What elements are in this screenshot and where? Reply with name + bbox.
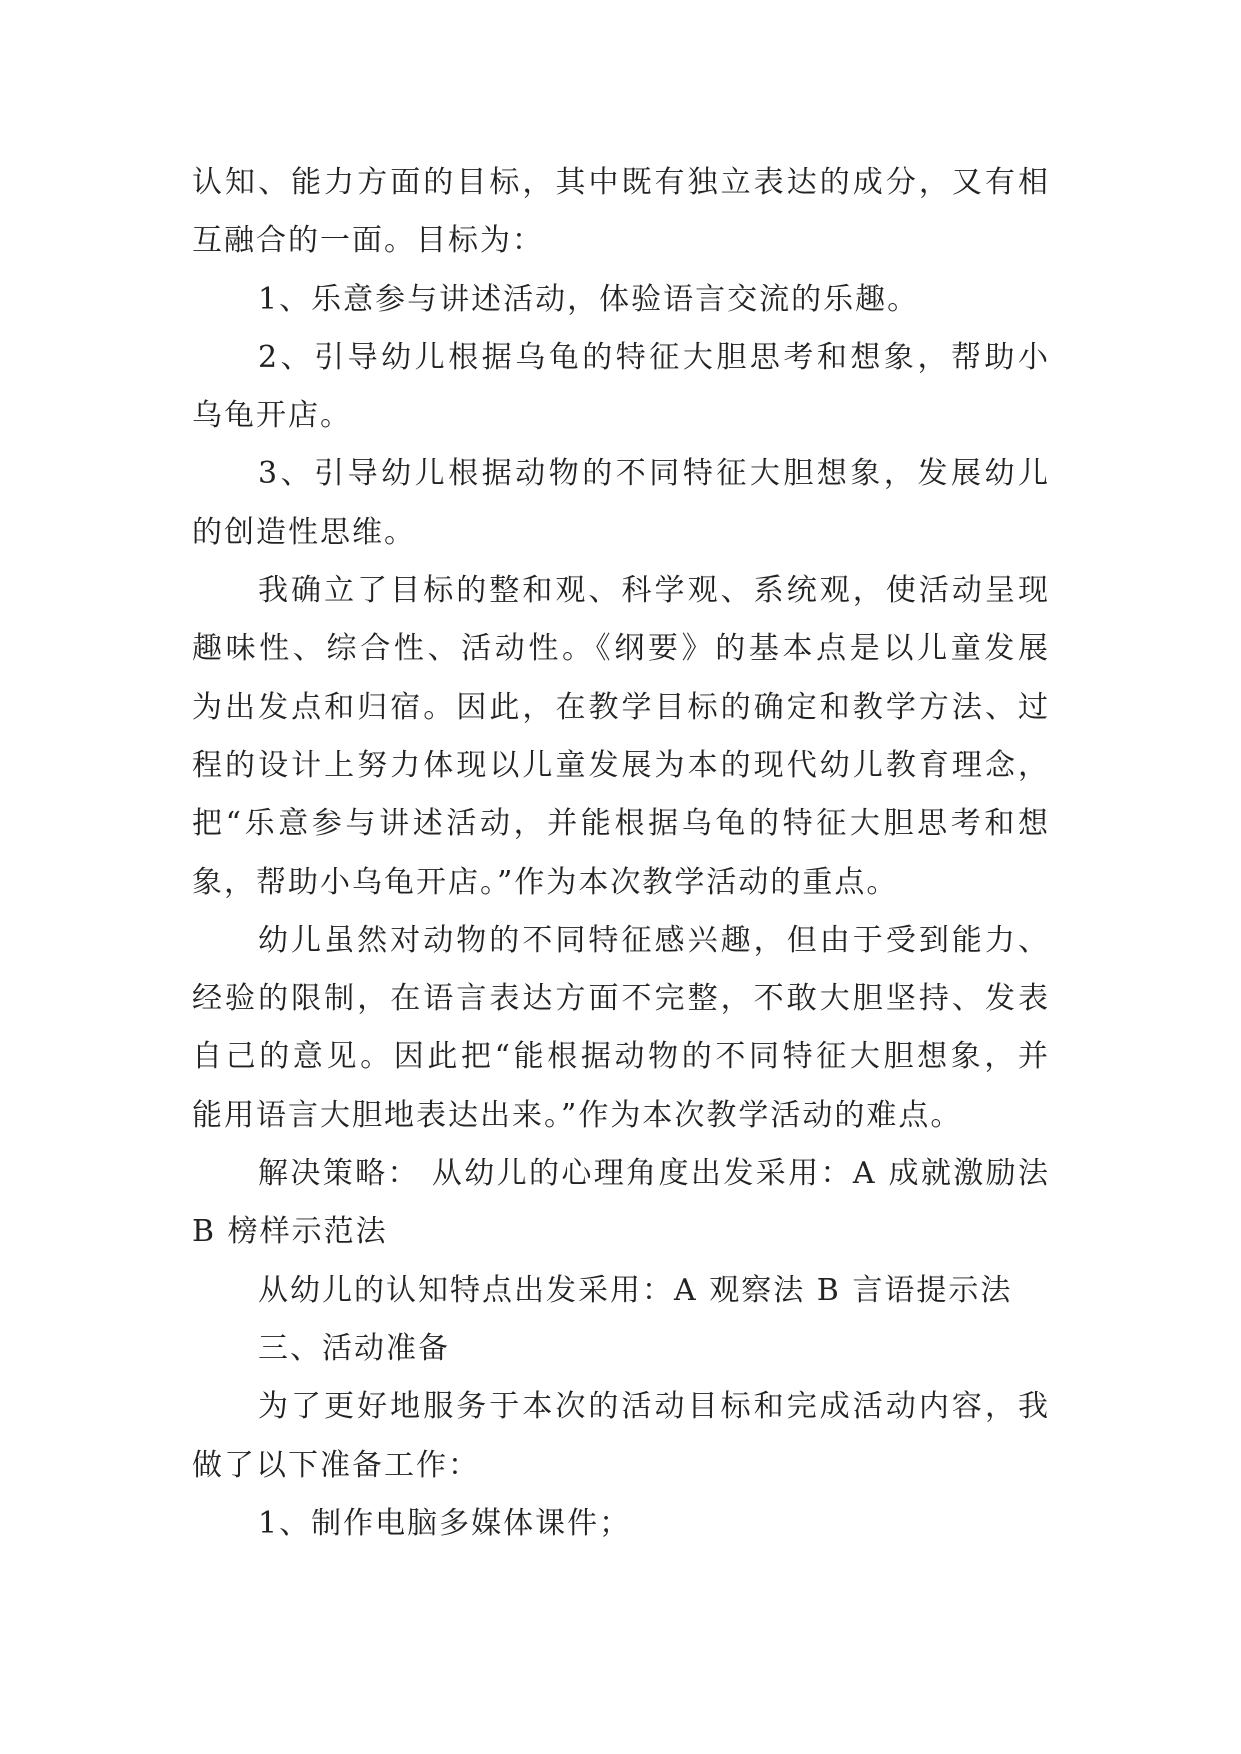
text-line-6: 3、引导幼儿根据动物的不同特征大胆想象，发展幼儿 bbox=[258, 456, 1050, 492]
text-line-9: 趣味性、综合性、活动性。《纲要》的基本点是以儿童发展 bbox=[192, 631, 1050, 667]
text-line-4: 2、引导幼儿根据乌龟的特征大胆思考和想象，帮助小 bbox=[258, 339, 1050, 375]
body-text bbox=[192, 154, 1050, 1553]
text-line-10: 为出发点和归宿。因此，在教学目标的确定和教学方法、过 bbox=[192, 689, 1050, 725]
text-line-22: 为了更好地服务于本次的活动目标和完成活动内容，我 bbox=[258, 1389, 1050, 1425]
text-line-14: 幼儿虽然对动物的不同特征感兴趣，但由于受到能力、 bbox=[258, 922, 1050, 958]
text-line-11: 程的设计上努力体现以儿童发展为本的现代幼儿教育理念， bbox=[192, 747, 1050, 783]
text-line-13: 象，帮助小乌龟开店。”作为本次教学活动的重点。 bbox=[192, 864, 899, 900]
text-line-24: 1、制作电脑多媒体课件； bbox=[258, 1505, 632, 1541]
text-line-8: 我确立了目标的整和观、科学观、系统观，使活动呈现 bbox=[258, 573, 1050, 609]
text-line-5: 乌龟开店。 bbox=[192, 398, 352, 434]
text-line-2: 互融合的一面。目标为： bbox=[192, 223, 544, 259]
text-line-3: 1、乐意参与讲述活动，体验语言交流的乐趣。 bbox=[258, 281, 920, 317]
text-line-17: 能用语言大胆地表达出来。”作为本次教学活动的难点。 bbox=[192, 1097, 963, 1133]
text-line-18: 解决策略： 从幼儿的心理角度出发采用：A 成就激励法 bbox=[258, 1156, 1050, 1192]
text-line-12: 把“乐意参与讲述活动，并能根据乌龟的特征大胆思考和想 bbox=[192, 806, 1050, 842]
text-line-23: 做了以下准备工作： bbox=[192, 1447, 480, 1483]
text-line-21: 三、活动准备 bbox=[258, 1330, 450, 1366]
text-line-7: 的创造性思维。 bbox=[192, 514, 416, 550]
text-line-19: B 榜样示范法 bbox=[192, 1214, 388, 1250]
text-line-20: 从幼儿的认知特点出发采用：A 观察法 B 言语提示法 bbox=[258, 1272, 1013, 1308]
text-line-15: 经验的限制，在语言表达方面不完整，不敢大胆坚持、发表 bbox=[192, 981, 1050, 1017]
text-line-16: 自己的意见。因此把“能根据动物的不同特征大胆想象，并 bbox=[192, 1039, 1050, 1075]
text-line-1: 认知、能力方面的目标，其中既有独立表达的成分，又有相 bbox=[192, 165, 1050, 200]
